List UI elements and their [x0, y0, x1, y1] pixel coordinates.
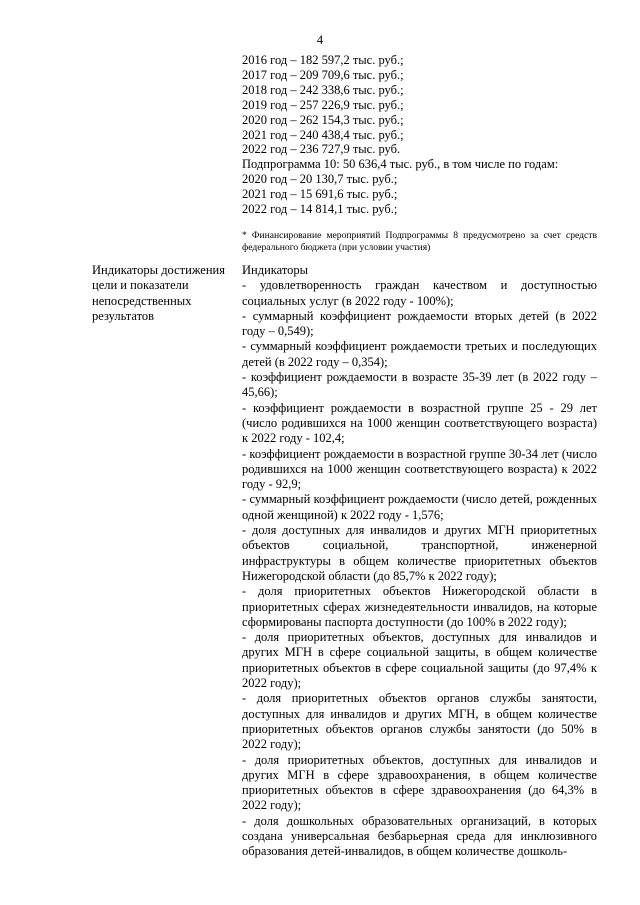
- financing-line: 2016 год – 182 597,2 тыс. руб.;: [242, 53, 404, 67]
- indicator-item: - доля приоритетных объектов, доступных для инвалидов и других МГН в сфере социальной защиты, в общем количестве приоритетных объектов в сфере социальной защиты (до 97,4% к 2022 году);: [242, 630, 597, 691]
- indicator-item: - доля доступных для инвалидов и других МГН приоритетных объектов социальной, транспортной, инженерной инфраструктуры в общем количестве приоритетных объектов Нижегородской области (до 85,7% к 2022 году);: [242, 523, 597, 583]
- indicator-item: - суммарный коэффициент рождаемости (число детей, рожденных одной женщиной) к 2022 году - 1,576;: [242, 492, 597, 522]
- financing-by-year: [242, 53, 597, 217]
- indicator-item: - удовлетворенность граждан качеством и доступностью социальных услуг (в 2022 году - 100%);: [242, 278, 597, 308]
- financing-line: 2022 год – 236 727,9 тыс. руб.: [242, 142, 401, 157]
- page-number: 4: [316, 33, 324, 47]
- financing-line: 2021 год – 240 438,4 тыс. руб.;: [242, 127, 404, 142]
- financing-line: 2019 год – 257 226,9 тыс. руб.;: [242, 97, 404, 112]
- indicator-item: - коэффициент рождаемости в возрастной группе 30-34 лет (число родившихся на 1000 женщин соответствующего возраста) к 2022 году - 92,9;: [242, 446, 597, 492]
- indicators-list: [242, 263, 597, 860]
- indicator-item: - коэффициент рождаемости в возрастной группе 25 - 29 лет (число родившихся на 1000 женщин соответствующего возраста) к 2022 году - 102,4;: [242, 400, 597, 446]
- footnote: * Финансирование мероприятий Подпрограммы 8 предусмотрено за счет средств федерального бюджета (при условии участия): [242, 230, 597, 253]
- indicator-item: - суммарный коэффициент рождаемости третьих и последующих детей (в 2022 году – 0,354);: [242, 339, 597, 369]
- financing-line: 2020 год – 20 130,7 тыс. руб.;: [242, 172, 398, 187]
- financing-line: 2017 год – 209 709,6 тыс. руб.;: [242, 67, 404, 82]
- indicators-heading: Индикаторы: [242, 263, 309, 277]
- financing-line: 2020 год – 262 154,3 тыс. руб.;: [242, 112, 404, 127]
- indicator-item: - доля приоритетных объектов, доступных для инвалидов и других МГН в сфере здравоохранения, в общем количестве приоритетных объектов в сфере здравоохранения (до 64,3% в 2022 году);: [242, 752, 597, 813]
- indicator-item: - доля приоритетных объектов органов службы занятости, доступных для инвалидов и других МГН, в общем количестве приоритетных объектов органов службы занятости (до 50% в 2022 году);: [242, 691, 597, 752]
- indicator-item: - суммарный коэффициент рождаемости вторых детей (в 2022 году – 0,549);: [242, 308, 597, 339]
- row-label: Индикаторы достижения цели и показатели непосредственных результатов: [92, 263, 225, 323]
- indicator-item: - доля дошкольных образовательных организаций, в которых создана универсальная безбарьерная среда для инклюзивного образования детей-инвалидов, в общем количестве дошколь-: [242, 813, 597, 859]
- indicator-item: - коэффициент рождаемости в возрасте 35-39 лет (в 2022 году – 45,66);: [242, 370, 597, 400]
- financing-line: 2021 год – 15 691,6 тыс. руб.;: [242, 187, 398, 202]
- subprogram-10-total: Подпрограмма 10: 50 636,4 тыс. руб., в том числе по годам:: [242, 157, 559, 172]
- financing-line: 2018 год – 242 338,6 тыс. руб.;: [242, 82, 404, 97]
- indicator-item: - доля приоритетных объектов Нижегородской области в приоритетных сферах жизнедеятельности инвалидов, на которые сформированы паспорта доступности (до 100% в 2022 году);: [242, 584, 597, 629]
- financing-line: 2022 год – 14 814,1 тыс. руб.;: [242, 202, 398, 217]
